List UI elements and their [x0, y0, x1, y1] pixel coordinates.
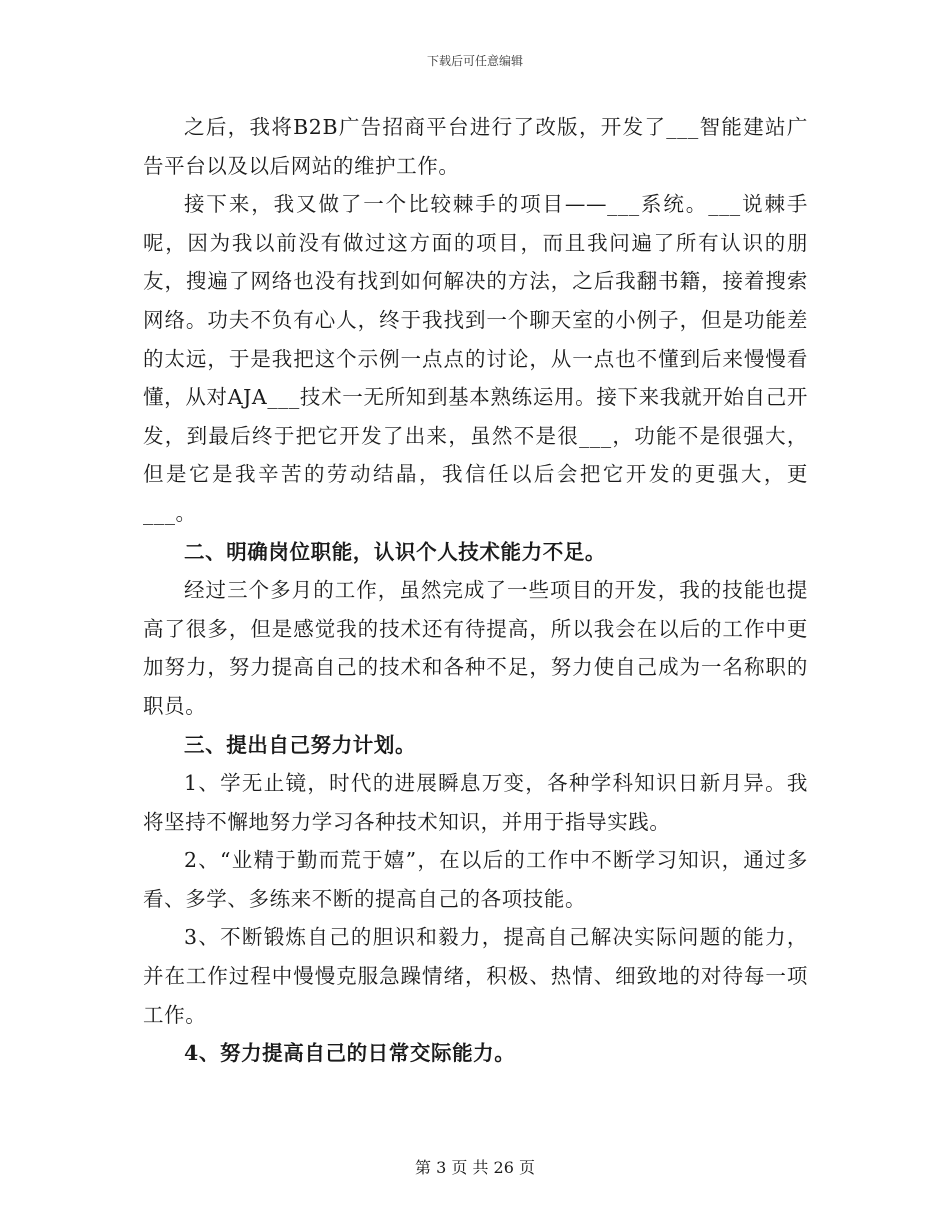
- header-note: 下载后可任意编辑: [426, 54, 523, 68]
- paragraph-chat-project: 接下来，我又做了一个比较棘手的项目——___系统。___说棘手呢，因为我以前没有做过这方面的项目，而且我问遍了所有认识的朋友，搜遍了网络也没有找到如何解决的方法，之后我翻书籍，接着搜索网络。功夫不负有心人，终于我找到一个聊天室的小例子，但是功能差的太远，于是我把这个示例一点点的讨论，从一点也不懂到后来慢慢看懂，从对AJA___技术一无所知到基本熟练运用。接下来我就开始自己开发，到最后终于把它开发了出来，虽然不是很___，功能不是很强大，但是它是我辛苦的劳动结晶，我信任以后会把它开发的更强大，更___。: [143, 192, 808, 525]
- page-number: 第 3 页 共 26 页: [415, 1158, 535, 1177]
- section-heading-3: 三、提出自己努力计划。: [184, 732, 417, 757]
- paragraph-skills: 经过三个多月的工作，虽然完成了一些项目的开发，我的技能也提高了很多，但是感觉我的技术还有待提高，所以我会在以后的工作中更加努力，努力提高自己的技术和各种不足，努力使自己成为一名称职的职员。: [143, 578, 808, 718]
- plan-item-4-heading: 4、努力提高自己的日常交际能力。: [184, 1041, 516, 1066]
- section-heading-2: 二、明确岗位职能，认识个人技术能力不足。: [184, 539, 606, 564]
- document-body: [143, 108, 808, 1073]
- paragraph-redesign: 之后，我将B2B广告招商平台进行了改版，开发了___智能建站广告平台以及以后网站的维护工作。: [143, 115, 808, 178]
- plan-item-3: 3、不断锻炼自己的胆识和毅力，提高自己解决实际问题的能力，并在工作过程中慢慢克服急躁情绪，积极、热情、细致地的对待每一项工作。: [143, 925, 808, 1027]
- plan-item-1: 1、学无止镜，时代的进展瞬息万变，各种学科知识日新月异。我将坚持不懈地努力学习各种技术知识，并用于指导实践。: [143, 771, 808, 834]
- plan-item-2: 2、“业精于勤而荒于嬉”，在以后的工作中不断学习知识，通过多看、多学、多练来不断的提高自己的各项技能。: [143, 848, 808, 911]
